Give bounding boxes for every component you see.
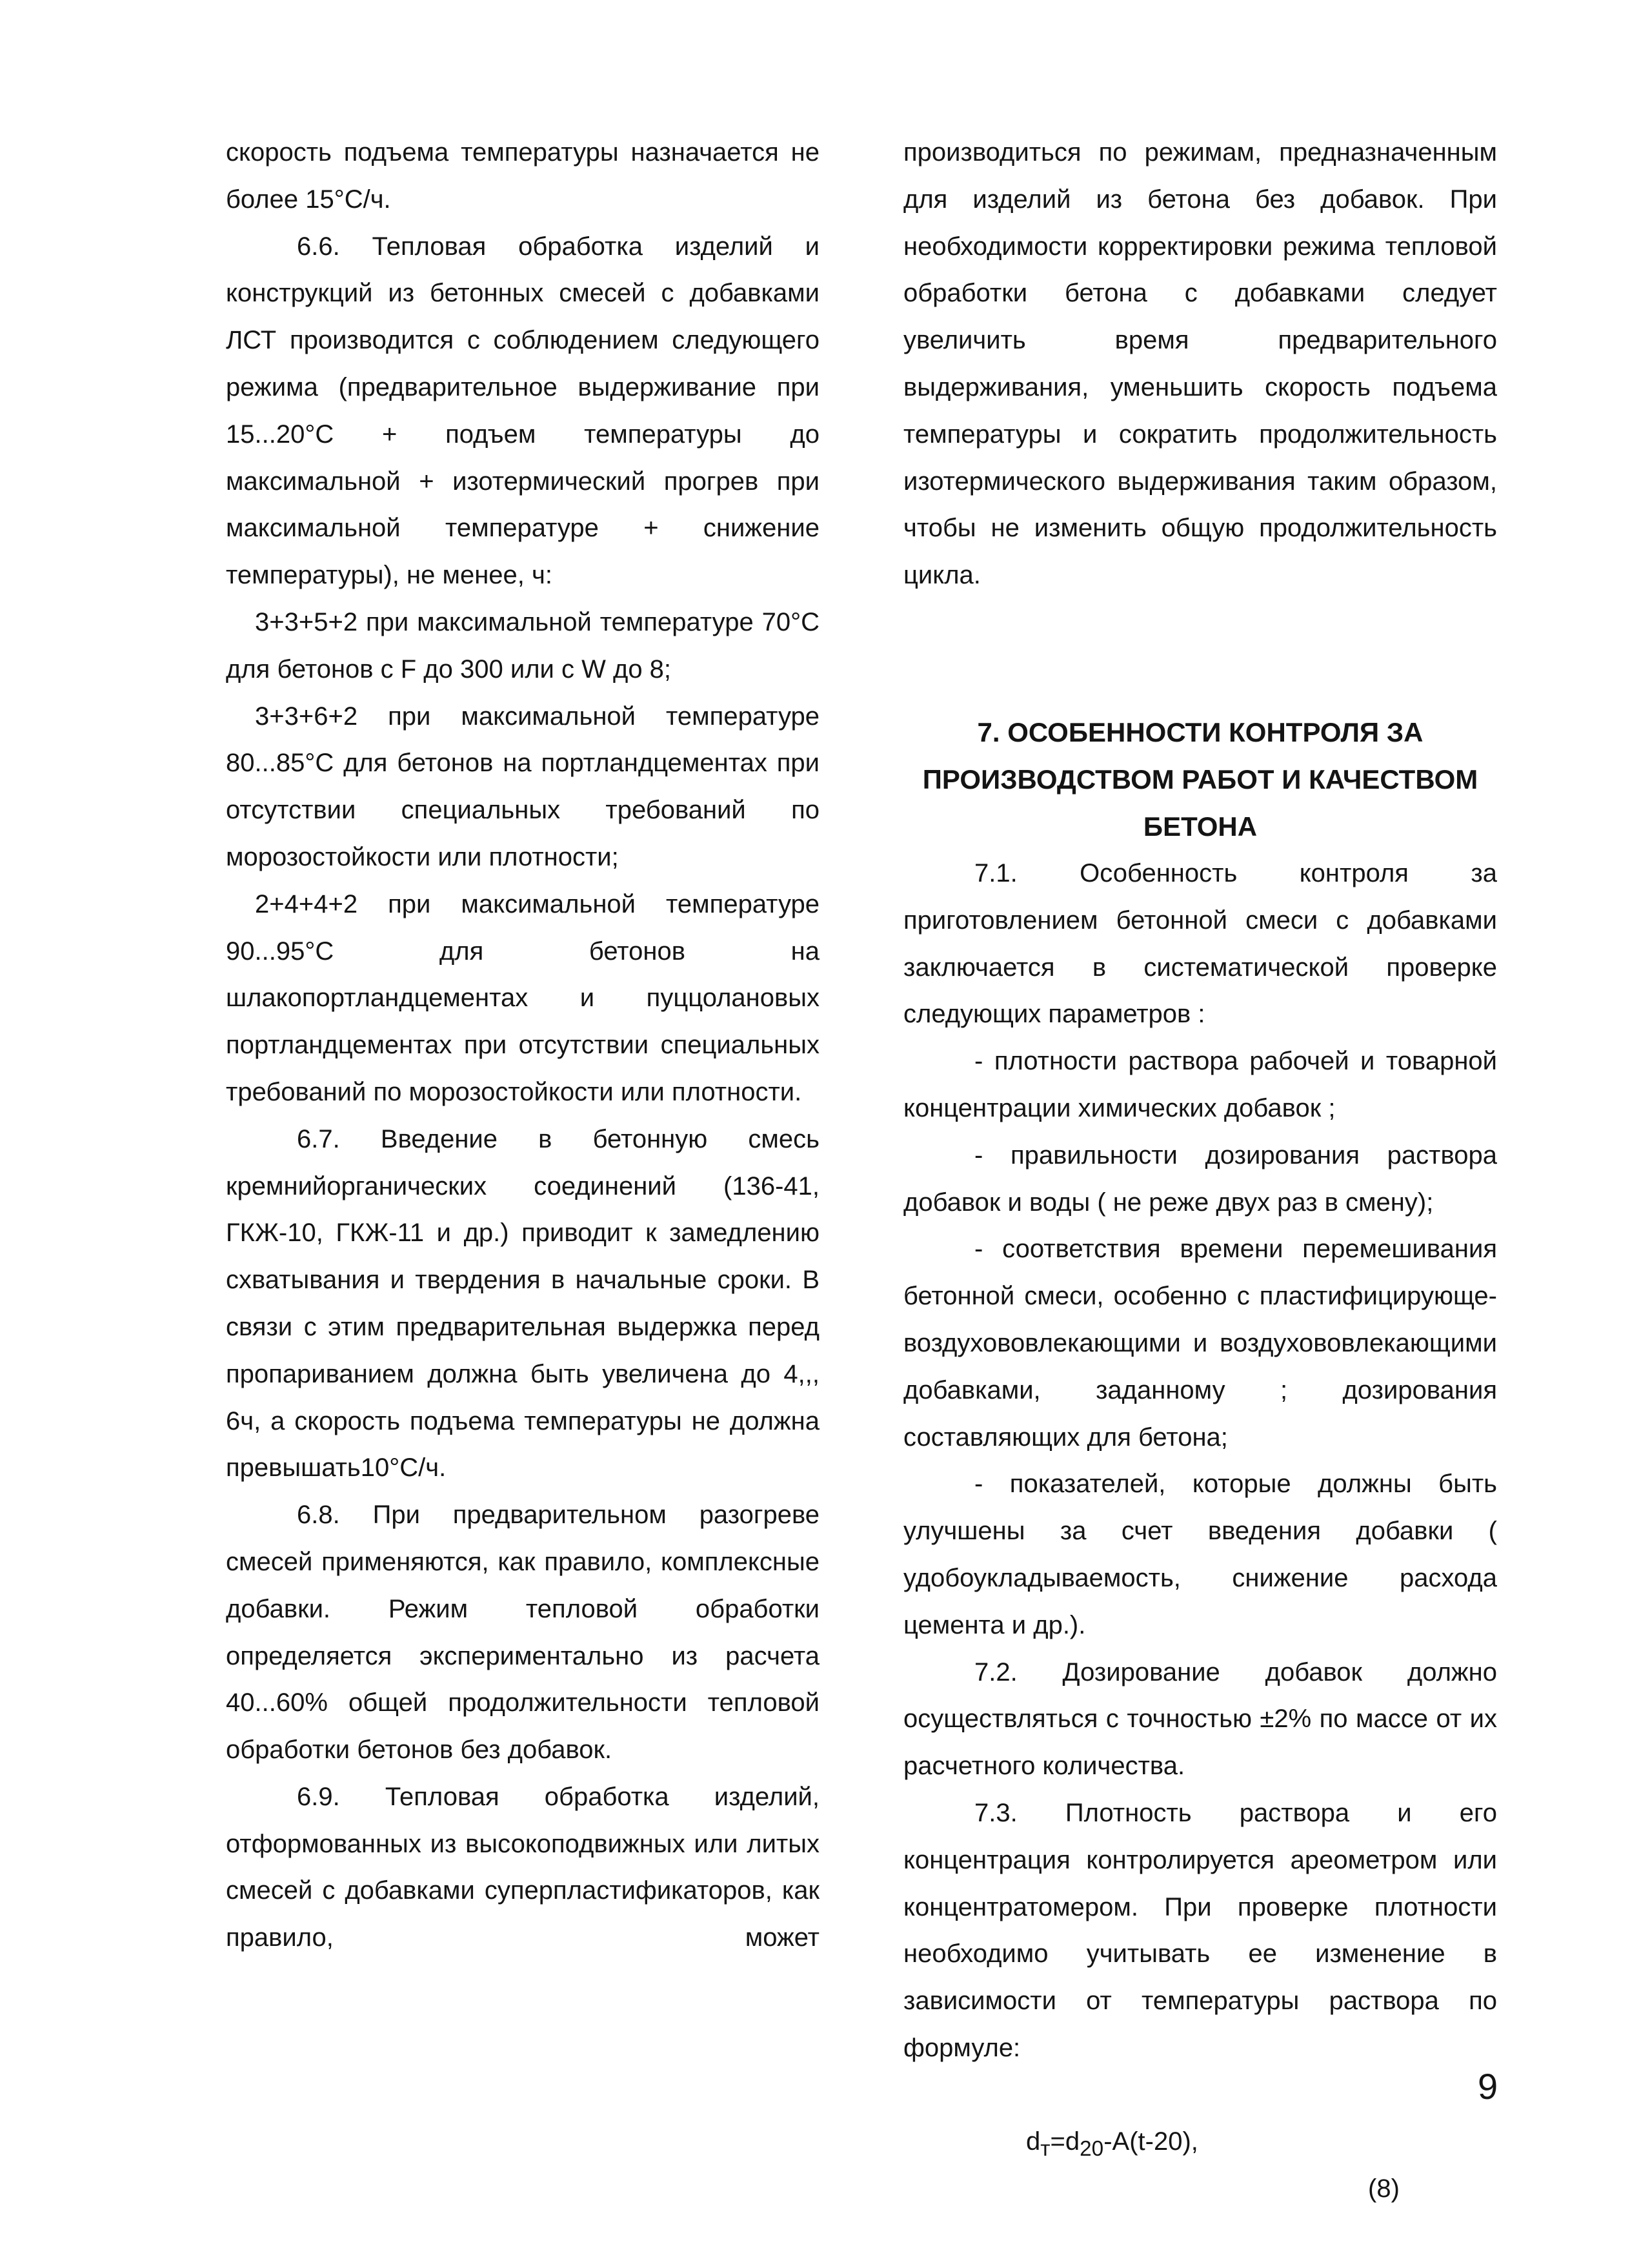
list-item-mixing: - соответствия времени перемешивания бетонной смеси, особенно с пластифицирующе-воздухововлекающими и воздухововлекающими добавками, заданному ; дозирования составляющих для бетона; bbox=[903, 1235, 1497, 1452]
paragraph-6-7: 6.7. Введение в бетонную смесь кремнийорганических соединений (136-41, ГКЖ-10, ГКЖ-11 и др.) приводит к замедлению схватывания и твердения в начальные сроки. В связи с этим предварительная выдержка перед пропариванием должна быть увеличена до 4,,, 6ч, а скорость подъема температуры не должна превышать10°С/ч. bbox=[226, 1124, 820, 1483]
paragraph-speed: скорость подъема температуры назначается не более 15°С/ч. bbox=[226, 138, 820, 214]
paragraph-6-9: 6.9. Тепловая обработка изделий, отформованных из высокоподвижных или литых смесей с добавками суперпластификаторов, как правило, может bbox=[226, 1782, 820, 1952]
subscript-t: т bbox=[1040, 2137, 1051, 2162]
right-column bbox=[903, 129, 1497, 2203]
paragraph-7-3: 7.3. Плотность раствора и его концентрация контролируется ареометром или концентратомером. При проверке плотности необходимо учитывать ее изменение в зависимости от температуры раствора по формуле: bbox=[903, 1798, 1497, 2062]
formula-number: (8) bbox=[1368, 2174, 1400, 2203]
paragraph-6-8: 6.8. При предварительном разогреве смесей применяются, как правило, комплексные добавки. Режим тепловой обработки определяется экспериментально из расчета 40...60% общей продолжительности тепловой обработки бетонов без добавок. bbox=[226, 1501, 820, 1765]
left-column bbox=[226, 129, 820, 1961]
density-formula: $d_т=d_{20}-A(t-20)$, bbox=[1026, 2127, 1198, 2162]
list-item-indicators: - показателей, которые должны быть улучшены за счет введения добавки ( удобоукладываемость, снижение расхода цемента и др.). bbox=[903, 1470, 1497, 1639]
paragraph-7-2: 7.2. Дозирование добавок должно осуществляться с точностью ±2% по массе от их расчетного количества. bbox=[903, 1657, 1497, 1781]
paragraph-mode-3: 2+4+4+2 при максимальной температуре 90...95°С для бетонов на шлакопортландцементах и пуццолановых портландцементах при отсутствии специальных требований по морозостойкости или плотности. bbox=[226, 889, 820, 1106]
paragraph-mode-1: 3+3+5+2 при максимальной температуре 70°С для бетонов с F до 300 или с W до 8; bbox=[226, 607, 820, 683]
subscript-20: 20 bbox=[1080, 2137, 1104, 2162]
list-item-density: - плотности раствора рабочей и товарной концентрации химических добавок ; bbox=[903, 1047, 1497, 1122]
page-number: 9 bbox=[1478, 2066, 1498, 2107]
paragraph-continuation: производиться по режимам, предназначенным для изделий из бетона без добавок. При необходимости корректировки режима тепловой обработки бетона с добавками следует увеличить время предварительного выдерживания, уменьшить скорость подъема температуры и сократить продолжительность изотермического выдерживания таким образом, чтобы не изменить общую продолжительность цикла. bbox=[903, 138, 1497, 590]
list-item-dosing: - правильности дозирования раствора добавок и воды ( не реже двух раз в смену); bbox=[903, 1140, 1497, 1217]
section-heading: 7. ОСОБЕННОСТИ КОНТРОЛЯ ЗА ПРОИЗВОДСТВОМ РАБОТ И КАЧЕСТВОМ БЕТОНА bbox=[922, 716, 1478, 842]
paragraph-mode-2: 3+3+6+2 при максимальной температуре 80...85°С для бетонов на портландцементах при отсутствии специальных требований по морозостойкости или плотности; bbox=[226, 702, 820, 871]
paragraph-7-1: 7.1. Особенность контроля за приготовлением бетонной смеси с добавками заключается в систематической проверке следующих параметров : bbox=[903, 858, 1497, 1029]
paragraph-6-6: 6.6. Тепловая обработка изделий и конструкций из бетонных смесей с добавками ЛСТ производится с соблюдением следующего режима (предварительное выдерживание при 15...20°С + подъем температуры до максимальной + изотермический прогрев при максимальной температуре + снижение температуры), не менее, ч: bbox=[226, 232, 820, 590]
formula-line bbox=[903, 2072, 1497, 2203]
